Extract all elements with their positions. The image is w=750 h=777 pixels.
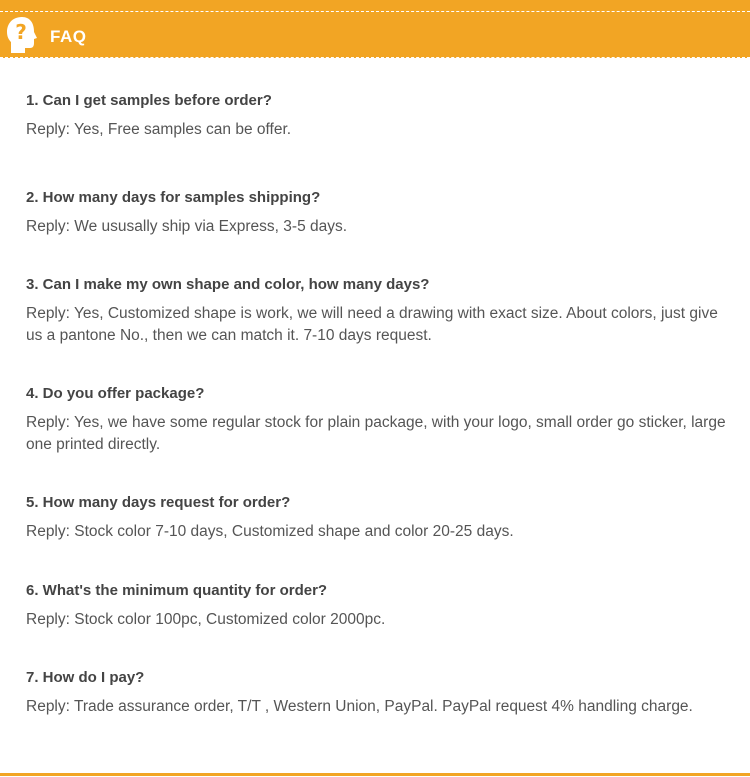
faq-question: 5. How many days request for order? — [26, 494, 291, 511]
page-title: FAQ — [50, 27, 87, 46]
faq-item — [26, 668, 736, 718]
footer-divider — [0, 773, 750, 776]
faq-question: 3. Can I make my own shape and color, how many days? — [26, 276, 430, 293]
header-dashed-line-bottom — [0, 57, 750, 58]
faq-item — [26, 91, 736, 188]
faq-item — [26, 188, 736, 275]
faq-list — [26, 91, 736, 718]
faq-header-banner — [0, 0, 750, 58]
faq-answer: Reply: Yes, we have some regular stock for plain package, with your logo, small order go sticker, large one printed directly. — [26, 414, 726, 453]
faq-question: 2. How many days for samples shipping? — [26, 189, 321, 206]
faq-item — [26, 581, 736, 668]
faq-item — [26, 275, 736, 384]
faq-question: 1. Can I get samples before order? — [26, 92, 272, 109]
faq-item — [26, 493, 736, 581]
faq-answer: Reply: Trade assurance order, T/T , Western Union, PayPal. PayPal request 4% handling charge. — [26, 698, 693, 715]
faq-question: 7. How do I pay? — [26, 669, 145, 686]
faq-question: 4. Do you offer package? — [26, 385, 205, 402]
svg-text:?: ? — [15, 20, 27, 44]
faq-answer: Reply: Yes, Customized shape is work, we will need a drawing with exact size. About colors, just give us a pantone No., then we can match it. 7-10 days request. — [26, 305, 718, 344]
faq-answer: Reply: Stock color 7-10 days, Customized shape and color 20-25 days. — [26, 523, 514, 540]
header-dashed-line-top — [0, 11, 750, 12]
faq-answer: Reply: We ususally ship via Express, 3-5 days. — [26, 218, 348, 235]
faq-question: 6. What's the minimum quantity for order? — [26, 582, 328, 599]
faq-item — [26, 384, 736, 493]
faq-answer: Reply: Stock color 100pc, Customized color 2000pc. — [26, 611, 386, 628]
faq-answer: Reply: Yes, Free samples can be offer. — [26, 121, 292, 138]
question-head-icon — [4, 15, 40, 55]
